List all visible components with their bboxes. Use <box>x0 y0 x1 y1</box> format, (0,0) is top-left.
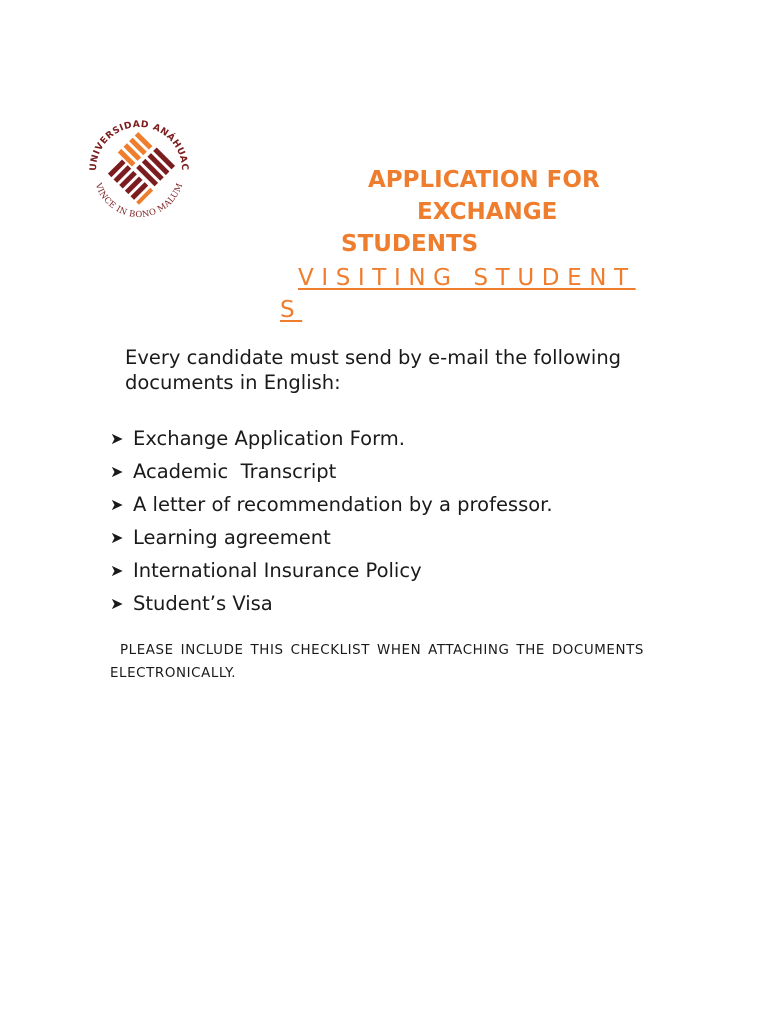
subtitle-visiting-students: VISITING STUDENTS <box>280 265 636 323</box>
list-item-label: Exchange Application Form. <box>133 427 405 450</box>
arrow-bullet-icon: ➤ <box>110 495 124 514</box>
intro-paragraph: Every candidate must send by e-mail the following documents in English: <box>125 346 622 394</box>
list-item <box>110 554 553 587</box>
list-item <box>110 422 553 455</box>
woven-emblem-icon <box>102 131 176 205</box>
list-item-label: Learning agreement <box>133 526 331 549</box>
seal-graphic <box>80 108 196 224</box>
title-line-3: STUDENTS <box>341 231 479 257</box>
list-item <box>110 587 553 620</box>
arrow-bullet-icon: ➤ <box>110 462 124 481</box>
document-checklist <box>110 422 553 620</box>
university-seal-logo <box>80 108 196 224</box>
list-item-label: Academic Transcript <box>133 460 337 483</box>
list-item <box>110 455 553 488</box>
list-item <box>110 488 553 521</box>
title-line-1: APPLICATION FOR <box>368 167 600 193</box>
list-item-label: Student’s Visa <box>133 592 273 615</box>
list-item <box>110 521 553 554</box>
seal-ring-text-top: UNIVERSIDAD ANÁHUAC <box>87 118 191 172</box>
checklist-note: PLEASE INCLUDE THIS CHECKLIST WHEN ATTACHING THE DOCUMENTS ELECTRONICALLY. <box>110 643 644 681</box>
list-item-label: International Insurance Policy <box>133 559 422 582</box>
arrow-bullet-icon: ➤ <box>110 561 124 580</box>
arrow-bullet-icon: ➤ <box>110 594 124 613</box>
title-line-2: EXCHANGE <box>417 199 558 225</box>
arrow-bullet-icon: ➤ <box>110 528 124 547</box>
seal-ring-text-bottom: VINCE IN BONO MALUM <box>93 181 185 220</box>
list-item-label: A letter of recommendation by a professor. <box>133 493 553 516</box>
arrow-bullet-icon: ➤ <box>110 429 124 448</box>
